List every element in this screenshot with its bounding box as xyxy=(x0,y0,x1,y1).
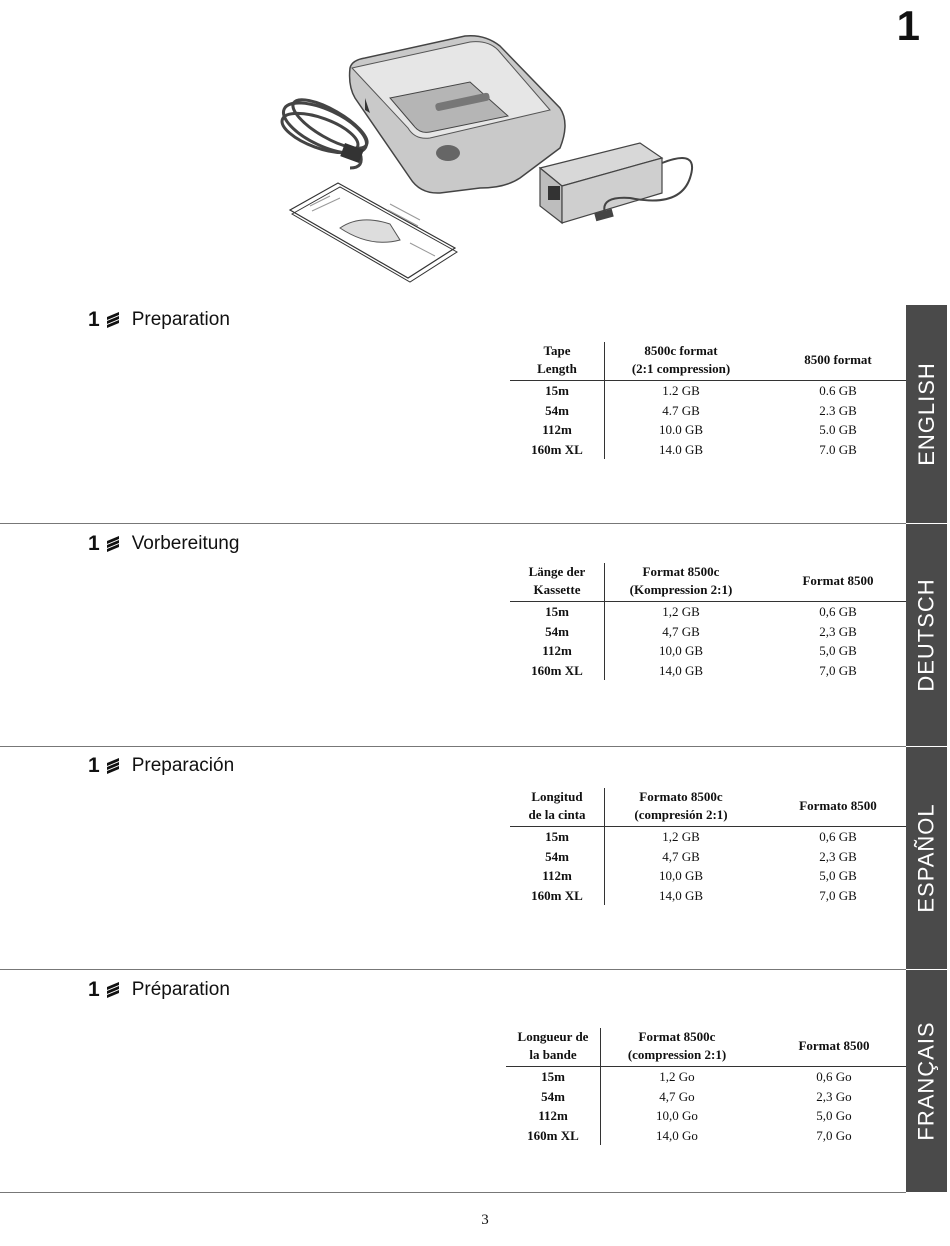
section-title: Preparation xyxy=(131,309,230,330)
section-title: Preparación xyxy=(131,755,235,776)
table-row: 112m 10,0 GB 5,0 GB xyxy=(510,641,919,661)
manual-icon xyxy=(290,183,457,282)
step-flag-icon xyxy=(106,311,120,329)
step-flag-icon xyxy=(106,757,120,775)
section-divider xyxy=(0,1192,906,1193)
table-row: 15m 1.2 GB 0.6 GB xyxy=(510,381,919,401)
footer-page-number: 3 xyxy=(481,1212,489,1228)
step-number: 1 xyxy=(88,308,100,331)
table-row: 112m 10,0 GB 5,0 GB xyxy=(510,866,919,886)
header-8500-format: Formato 8500 xyxy=(757,788,919,827)
capacity-table-francais xyxy=(506,1028,915,1145)
step-number: 1 xyxy=(88,978,100,1001)
step-number: 1 xyxy=(88,532,100,555)
header-8500-format: Format 8500 xyxy=(757,563,919,602)
capacity-table-espanol xyxy=(510,788,919,905)
language-tab-english: ENGLISH xyxy=(906,305,947,523)
table-row: 15m 1,2 GB 0,6 GB xyxy=(510,602,919,622)
power-adapter-icon xyxy=(540,143,692,223)
capacity-table-deutsch xyxy=(510,563,919,680)
section-heading-english xyxy=(88,308,230,332)
header-tape-length: Tape Length xyxy=(510,342,605,381)
section-heading-francais xyxy=(88,978,230,1002)
section-divider xyxy=(0,969,906,970)
table-row: 54m 4,7 GB 2,3 GB xyxy=(510,847,919,867)
product-illustration xyxy=(270,28,710,288)
header-8500-format: Format 8500 xyxy=(753,1028,915,1067)
table-row: 15m 1,2 Go 0,6 Go xyxy=(506,1067,915,1087)
table-row: 160m XL 14.0 GB 7.0 GB xyxy=(510,440,919,460)
header-8500c-format: Format 8500c (Kompression 2:1) xyxy=(605,563,758,602)
step-flag-icon xyxy=(106,981,120,999)
table-row: 112m 10.0 GB 5.0 GB xyxy=(510,420,919,440)
section-heading-deutsch xyxy=(88,532,239,556)
section-title: Préparation xyxy=(131,979,230,1000)
step-flag-icon xyxy=(106,535,120,553)
page-number: 1 xyxy=(896,2,920,49)
table-row: 15m 1,2 GB 0,6 GB xyxy=(510,827,919,847)
header-8500c-format: Formato 8500c (compresión 2:1) xyxy=(605,788,758,827)
capacity-table-english xyxy=(510,342,919,459)
header-tape-length: Longitud de la cinta xyxy=(510,788,605,827)
table-row: 112m 10,0 Go 5,0 Go xyxy=(506,1106,915,1126)
section-heading-espanol xyxy=(88,754,234,778)
header-8500-format: 8500 format xyxy=(757,342,919,381)
section-divider xyxy=(0,746,906,747)
section-title: Vorbereitung xyxy=(131,533,240,554)
header-8500c-format: Format 8500c (compression 2:1) xyxy=(601,1028,754,1067)
table-row: 160m XL 14,0 GB 7,0 GB xyxy=(510,886,919,906)
language-tab-deutsch: DEUTSCH xyxy=(906,524,947,746)
tape-drive-icon xyxy=(350,36,565,193)
table-row: 54m 4,7 Go 2,3 Go xyxy=(506,1087,915,1107)
section-divider xyxy=(0,523,906,524)
header-tape-length: Longueur de la bande xyxy=(506,1028,601,1067)
language-tab-francais: FRANÇAIS xyxy=(906,970,947,1192)
table-row: 160m XL 14,0 GB 7,0 GB xyxy=(510,661,919,681)
language-tab-espanol: ESPAÑOL xyxy=(906,747,947,969)
table-row: 54m 4.7 GB 2.3 GB xyxy=(510,401,919,421)
step-number: 1 xyxy=(88,754,100,777)
table-row: 54m 4,7 GB 2,3 GB xyxy=(510,622,919,642)
header-8500c-format: 8500c format (2:1 compression) xyxy=(605,342,758,381)
table-row: 160m XL 14,0 Go 7,0 Go xyxy=(506,1126,915,1146)
header-tape-length: Länge der Kassette xyxy=(510,563,605,602)
